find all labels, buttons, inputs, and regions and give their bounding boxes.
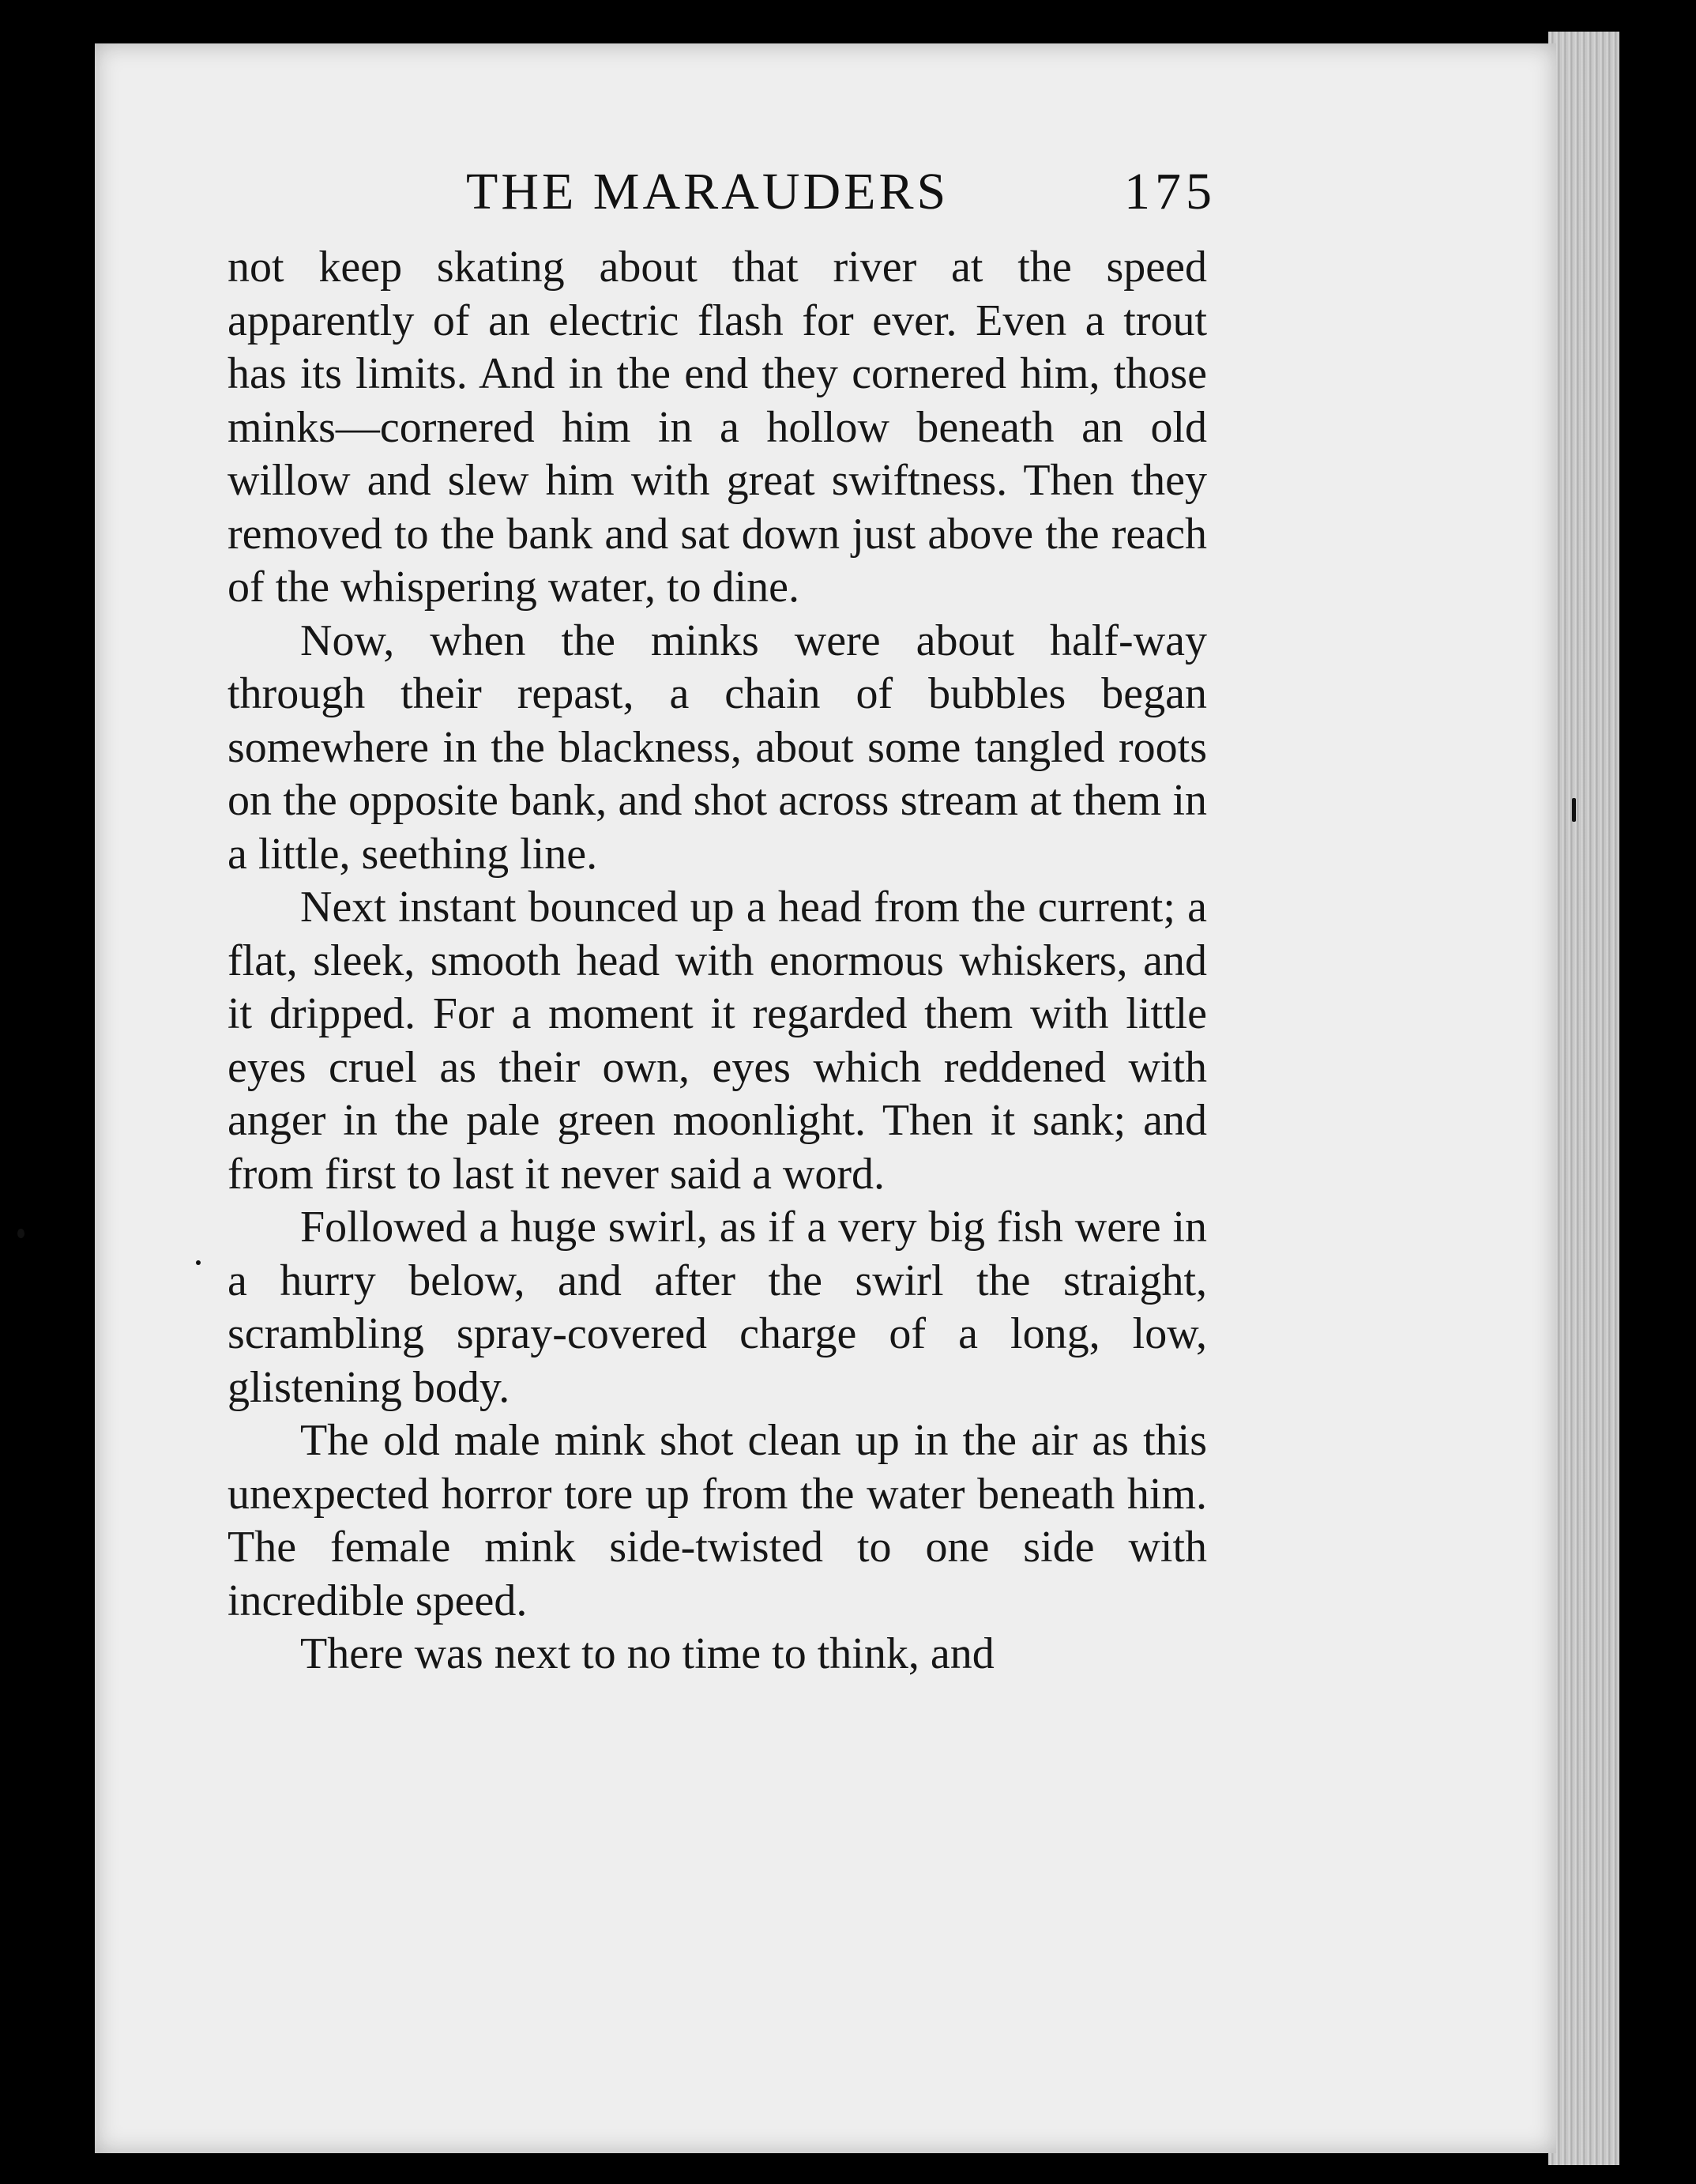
body-text <box>228 241 1207 1681</box>
margin-speck <box>17 1229 24 1238</box>
running-header <box>466 162 1217 225</box>
paragraph: Followed a huge swirl, as if a very big fish were in a hurry below, and after the swirl the straight, scrambling spray-covered charge of a long, low, glistening body. <box>228 1203 1207 1412</box>
running-title: THE MARAUDERS <box>466 163 950 220</box>
paragraph: not keep skating about that river at the speed apparently of an electric flash for ever. Even a trout has its limits. And in the end they cornered him, those minks—cornered him in a hollow beneath an old willow and slew him with great swiftness. Then they removed to the bank and sat down just above the reach of the whispering water, to dine. <box>228 243 1207 612</box>
margin-speck <box>1572 798 1576 822</box>
page-number: 175 <box>1124 163 1217 220</box>
margin-speck <box>196 1260 201 1265</box>
page-edge-stack <box>1548 32 1619 2165</box>
paragraph: Next instant bounced up a head from the current; a flat, sleek, smooth head with enormous whiskers, and it dripped. For a moment it regarded them with little eyes cruel as their own, eyes which reddened with anger in the pale green moonlight. Then it sank; and from first to last it never said a word. <box>228 883 1207 1199</box>
paragraph: The old male mink shot clean up in the air as this unexpected horror tore up from the water beneath him. The female mink side-twisted to one side with incredible speed. <box>228 1416 1207 1625</box>
paragraph: There was next to no time to think, and <box>300 1629 995 1678</box>
paragraph: Now, when the minks were about half-way through their repast, a chain of bubbles began somewhere in the blackness, about some tangled roots on the opposite bank, and shot across stream at them in a little, seething line. <box>228 616 1207 879</box>
